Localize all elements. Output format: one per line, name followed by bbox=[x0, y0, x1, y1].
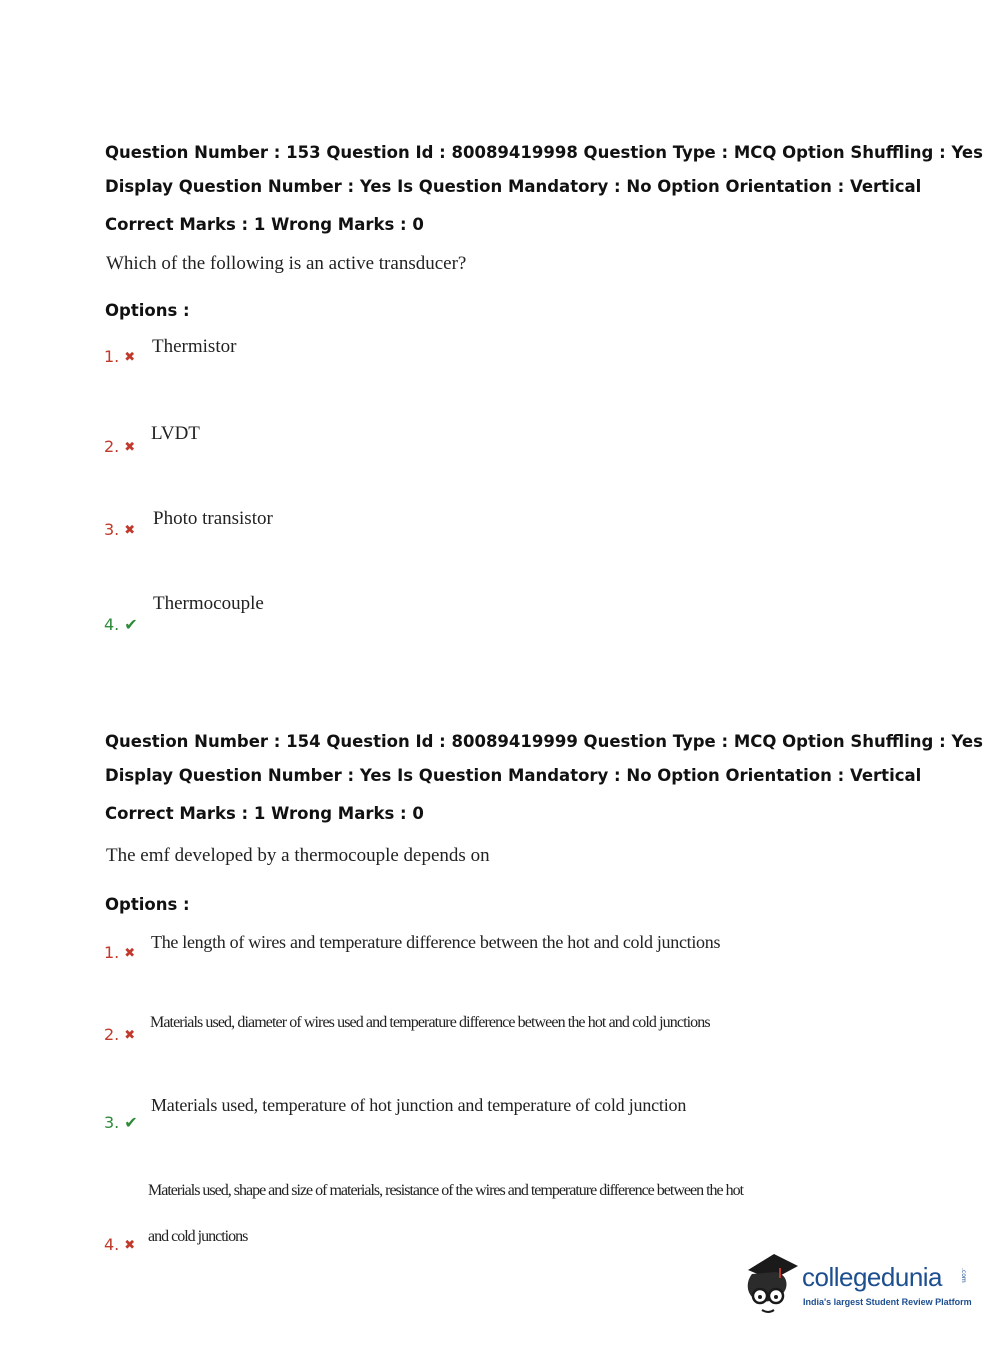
logo-tagline: India's largest Student Review Platform bbox=[803, 1297, 972, 1307]
q154-option-3-number: 3. ✔ bbox=[104, 1113, 138, 1132]
q154-meta-line3: Correct Marks : 1 Wrong Marks : 0 bbox=[105, 804, 424, 823]
q153-option-1-text: Thermistor bbox=[152, 336, 237, 357]
collegedunia-logo bbox=[740, 1248, 970, 1320]
q153-option-4-text: Thermocouple bbox=[153, 593, 264, 614]
logo-suffix: .com bbox=[960, 1268, 967, 1283]
q154-option-3-text: Materials used, temperature of hot junction and temperature of cold junction bbox=[151, 1095, 687, 1115]
q153-meta-line3: Correct Marks : 1 Wrong Marks : 0 bbox=[105, 215, 424, 234]
q153-option-1-number: 1. ✖ bbox=[104, 347, 136, 366]
q154-option-2-number: 2. ✖ bbox=[104, 1025, 136, 1044]
check-icon: ✔ bbox=[124, 1113, 138, 1132]
wrong-icon: ✖ bbox=[124, 946, 136, 961]
q154-option-4-text-line1: Materials used, shape and size of materials, resistance of the wires and temperature difference between the hot bbox=[148, 1182, 744, 1199]
q154-option-4-number: 4. ✖ bbox=[104, 1235, 136, 1254]
q154-option-4-text-line2: and cold junctions bbox=[148, 1228, 248, 1245]
q154-option-1-number: 1. ✖ bbox=[104, 943, 136, 962]
q154-options-label: Options : bbox=[105, 895, 190, 914]
q153-meta-line2: Display Question Number : Yes Is Question Mandatory : No Option Orientation : Vertical bbox=[105, 177, 922, 196]
wrong-icon: ✖ bbox=[124, 350, 136, 365]
q153-options-label: Options : bbox=[105, 301, 190, 320]
logo-wordmark: collegedunia bbox=[802, 1262, 943, 1292]
q153-option-4-number: 4. ✔ bbox=[104, 615, 138, 634]
wrong-icon: ✖ bbox=[124, 523, 136, 538]
q154-question-text: The emf developed by a thermocouple depends on bbox=[106, 845, 490, 866]
q154-meta-line2: Display Question Number : Yes Is Question Mandatory : No Option Orientation : Vertical bbox=[105, 766, 922, 785]
check-icon: ✔ bbox=[124, 615, 138, 634]
q153-option-2-text: LVDT bbox=[151, 423, 200, 444]
q153-question-text: Which of the following is an active transducer? bbox=[106, 253, 467, 274]
q153-meta-line1: Question Number : 153 Question Id : 80089419998 Question Type : MCQ Option Shuffling : Yes bbox=[105, 143, 983, 162]
q154-option-2-text: Materials used, diameter of wires used and temperature difference between the hot and cold junctions bbox=[150, 1014, 710, 1031]
q153-option-3-text: Photo transistor bbox=[153, 508, 273, 529]
wrong-icon: ✖ bbox=[124, 1238, 136, 1253]
q153-option-2-number: 2. ✖ bbox=[104, 437, 136, 456]
q154-meta-line1: Question Number : 154 Question Id : 80089419999 Question Type : MCQ Option Shuffling : Yes bbox=[105, 732, 983, 751]
q154-option-1-text: The length of wires and temperature difference between the hot and cold junctions bbox=[151, 932, 721, 952]
mascot-icon bbox=[740, 1248, 802, 1320]
wrong-icon: ✖ bbox=[124, 440, 136, 455]
wrong-icon: ✖ bbox=[124, 1028, 136, 1043]
q153-option-3-number: 3. ✖ bbox=[104, 520, 136, 539]
